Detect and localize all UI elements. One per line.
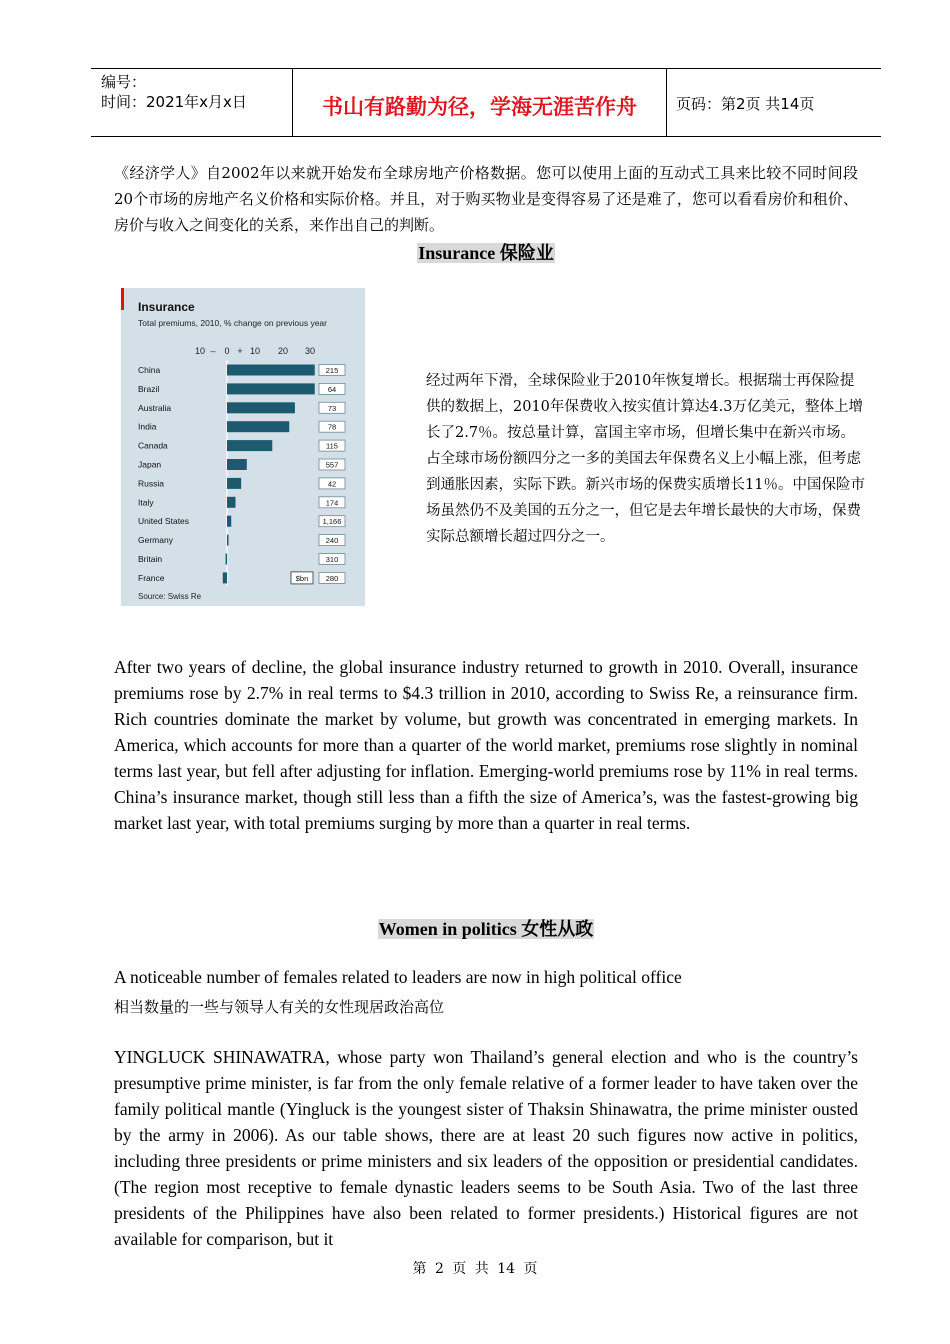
chart-total-label: 78 xyxy=(327,422,337,432)
chart-category-label: Australia xyxy=(138,402,172,413)
chart-category-label: Japan xyxy=(138,459,162,470)
chart-total-label: 42 xyxy=(327,479,337,489)
chart-category-label: Germany xyxy=(138,535,173,546)
chart-total-label: 64 xyxy=(327,384,337,394)
chart-tick-label: 0 xyxy=(224,346,230,356)
chart-bar xyxy=(227,440,272,451)
chart-bar xyxy=(223,572,227,583)
chart-tick-label: + xyxy=(237,346,243,356)
chart-bar xyxy=(227,478,241,489)
chart-tick-label: 20 xyxy=(277,346,289,356)
chart-category-label: Canada xyxy=(138,440,168,451)
chart-category-label: Brazil xyxy=(138,383,160,394)
header-meta-cell xyxy=(91,69,291,136)
chart-total-label: 115 xyxy=(326,441,338,451)
header-page-cell xyxy=(666,69,881,136)
women-paragraph: YINGLUCK SHINAWATRA, whose party won Thailand’s general election and who is the country’s presumptive prime minister, is far from the only female relative of a former leader to have taken over the family political mantle (Yingluck is the youngest sister of Thaksin Shinawatra, the prime minister ousted by the army in 2006). As our table shows, there are at least 20 such figures now active in politics, including three presidents or prime ministers and six leaders of the opposition or presidential candidates. (The region most receptive to female dynastic leaders seems to be South Asia. Two of the last three presidents of the Philippines have also been related to former presidents.) Historical figures are not available for comparison, but it xyxy=(114,1047,858,1249)
chart-category-label: United States xyxy=(138,516,190,527)
insurance-title xyxy=(114,239,858,265)
chart-unit-label: $bn xyxy=(295,573,309,583)
chart-bar xyxy=(227,535,229,546)
insurance-cn-text: 经过两年下滑，全球保险业于2010年恢复增长。根据瑞士再保险提供的数据上，2010年保费收入按实值计算达4.3万亿美元，整体上增长了2.7％。按总量计算，富国主宰市场，但增长集中在新兴市场。占全球市场份额四分之一多的美国去年保费名义上小幅上涨，但考虑到通胀因素，实际下跌。新兴市场的保费实质增长11％。中国保险市场虽然仍不及美国的五分之一，但它是去年增长最快的大市场，保费实际总额增长超过四分之一。 xyxy=(426,373,865,545)
chart-total-label: 215 xyxy=(325,366,339,375)
number-label: 编号： xyxy=(101,73,147,91)
chart-category-label: China xyxy=(138,365,161,375)
header-motto-cell xyxy=(292,69,667,136)
chart-bar xyxy=(227,402,295,413)
insurance-title-text: Insurance 保险业 xyxy=(418,243,554,263)
chart-bar xyxy=(226,554,228,565)
women-title xyxy=(114,915,858,941)
chart-total-label: 310 xyxy=(325,555,339,564)
chart-total-label: 557 xyxy=(325,460,339,470)
chart-category-label: Russia xyxy=(138,478,164,489)
motto: 书山有路勤为径，学海无涯苦作舟 xyxy=(322,95,637,119)
chart-bar xyxy=(227,516,231,527)
chart-tick-label: 10 xyxy=(194,346,206,356)
chart-category-label: Britain xyxy=(138,554,163,564)
chart-category-label: India xyxy=(138,421,157,432)
chart-bar xyxy=(227,421,289,432)
chart-bar xyxy=(227,365,315,376)
insurance-chart xyxy=(121,288,365,606)
time-label: 时间：2021年x月x日 xyxy=(101,93,247,111)
chart-total-label: 174 xyxy=(325,498,339,508)
women-title-text: Women in politics 女性从政 xyxy=(378,919,594,939)
page-info: 页码：第2页 共14页 xyxy=(676,95,815,113)
chart-tick-label: 30 xyxy=(304,346,316,356)
chart-bar xyxy=(227,383,315,394)
chart-tick-label: 10 xyxy=(249,346,261,356)
chart-total-label: 1,166 xyxy=(322,517,342,527)
insurance-en-text: After two years of decline, the global insurance industry returned to growth in 2010. Overall, insurance premiums rose by 2.7% in real terms to $4.3 trillion in 2010, according to Swiss Re, a reinsurance firm. Rich countries dominate the market by volume, but growth was concentrated in emerging markets. In America, which accounts for more than a quarter of the world market, premiums rose slightly in nominal terms last year, but fell after adjusting for inflation. Emerging-world premiums rose by 11% in real terms. China’s insurance market, though still less than a fifth the size of America’s, was the fastest-growing big market last year, with total premiums surging by more than a quarter in real terms. xyxy=(114,657,858,833)
women-subtitle-en: A noticeable number of females related to leaders are now in high political office xyxy=(114,967,682,987)
chart-category-label: France xyxy=(138,572,165,583)
intro-paragraph: 《经济学人》自2002年以来就开始发布全球房地产价格数据。您可以使用上面的互动式工具来比较不同时间段20个市场的房地产名义价格和实际价格。并且，对于购买物业是变得容易了还是难了，您可以看看房价和租价、房价与收入之间变化的关系，来作出自己的判断。 xyxy=(114,164,858,234)
women-subtitle-cn: 相当数量的一些与领导人有关的女性现居政治高位 xyxy=(114,998,445,1016)
chart-total-label: 240 xyxy=(325,536,339,546)
page-footer: 第 2 页 共 14 页 xyxy=(412,1261,538,1277)
chart-accent-mark xyxy=(121,288,124,310)
insurance-chart-svg xyxy=(121,288,365,606)
chart-bar xyxy=(227,497,235,508)
chart-tick-label: – xyxy=(210,346,216,356)
chart-bar xyxy=(227,459,247,470)
chart-total-label: 280 xyxy=(325,573,339,583)
chart-title: Insurance xyxy=(138,300,195,314)
chart-category-label: Italy xyxy=(138,497,154,508)
page-header xyxy=(91,68,881,137)
chart-source: Source: Swiss Re xyxy=(138,592,202,601)
chart-subtitle: Total premiums, 2010, % change on previous year xyxy=(138,318,327,328)
chart-total-label: 73 xyxy=(327,403,337,413)
